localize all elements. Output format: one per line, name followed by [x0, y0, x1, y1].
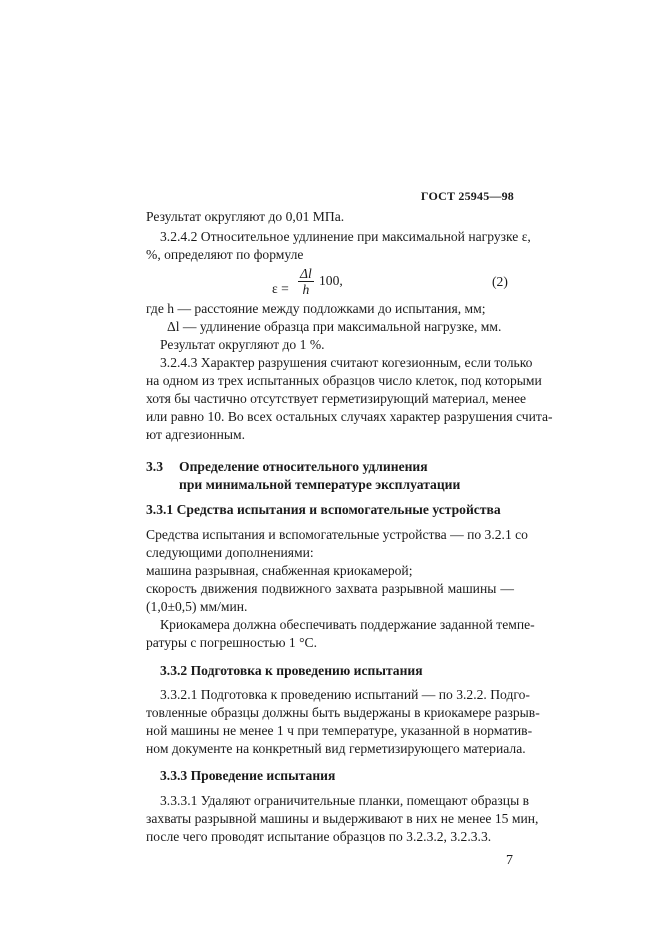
section-3-3-2-line: 3.3.2.1 Подготовка к проведению испытаний — по 3.2.2. Подго- — [160, 687, 530, 702]
formula-number: (2) — [492, 274, 508, 289]
section-3-3-1-line: следующими дополнениями: — [146, 545, 314, 560]
section-3-3-number: 3.3 — [146, 459, 163, 474]
where-h-line: где h — расстояние между подложками до испытания, мм; — [146, 301, 486, 316]
section-3-3-1-line: скорость движения подвижного захвата разрывной машины — — [146, 581, 514, 596]
para-3-2-4-3-line: хотя бы частично отсутствует герметизирующий материал, менее — [146, 391, 527, 406]
page-number: 7 — [506, 853, 513, 868]
section-3-3-1-line: ратуры с погрешностью 1 °С. — [146, 635, 317, 650]
para-3-2-4-3-line: на одном из трех испытанных образцов число клеток, под которыми — [146, 373, 542, 388]
para-3-2-4-2-line2: %, определяют по формуле — [146, 247, 304, 262]
where-dl-line: Δl — удлинение образца при максимальной нагрузке, мм. — [167, 319, 502, 334]
section-3-3-3-line: захваты разрывной машины и выдерживают в них не менее 15 мин, — [146, 811, 539, 826]
section-3-3-1-heading: 3.3.1 Средства испытания и вспомогательные устройства — [146, 502, 501, 517]
para-3-2-4-2-line1: 3.2.4.2 Относительное удлинение при максимальной нагрузке ε, — [160, 229, 531, 244]
formula-numerator: Δl — [300, 266, 312, 281]
section-3-3-3-heading: 3.3.3 Проведение испытания — [160, 768, 336, 783]
para-3-2-4-3-line: или равно 10. Во всех остальных случаях характер разрушения счита- — [146, 409, 553, 424]
section-3-3-3-line: 3.3.3.1 Удаляют ограничительные планки, помещают образцы в — [160, 793, 530, 808]
result-percent-line: Результат округляют до 1 %. — [160, 337, 325, 352]
section-3-3-title-line1: Определение относительного удлинения — [179, 459, 428, 474]
formula-denominator: h — [302, 282, 310, 297]
formula-lhs: ε = — [272, 281, 289, 296]
section-3-3-2-line: ном документе на конкретный вид герметизирующего материала. — [146, 741, 526, 756]
section-3-3-1-line: (1,0±0,5) мм/мин. — [146, 599, 248, 614]
section-3-3-1-line: Криокамера должна обеспечивать поддержание заданной темпе- — [160, 617, 535, 632]
result-mpa-line: Результат округляют до 0,01 МПа. — [146, 209, 345, 224]
para-3-2-4-3-line: 3.2.4.3 Характер разрушения считают когезионным, если только — [160, 355, 533, 370]
section-3-3-title-line2: при минимальной температуре эксплуатации — [179, 477, 461, 492]
section-3-3-2-line: товленные образцы должны быть выдержаны в криокамере разрыв- — [146, 705, 540, 720]
section-3-3-2-heading: 3.3.2 Подготовка к проведению испытания — [160, 663, 423, 678]
section-3-3-1-line: машина разрывная, снабженная криокамерой; — [146, 563, 413, 578]
para-3-2-4-3-line: ют адгезионным. — [146, 427, 245, 442]
formula-fraction — [298, 266, 314, 297]
standard-header: ГОСТ 25945—98 — [420, 189, 514, 203]
section-3-3-2-line: ной машины не менее 1 ч при температуре, указанной в норматив- — [146, 723, 533, 738]
formula-multiplier: 100, — [319, 273, 343, 288]
section-3-3-3-line: после чего проводят испытание образцов по 3.2.3.2, 3.2.3.3. — [146, 829, 492, 844]
section-3-3-1-line: Средства испытания и вспомогательные устройства — по 3.2.1 со — [146, 527, 528, 542]
